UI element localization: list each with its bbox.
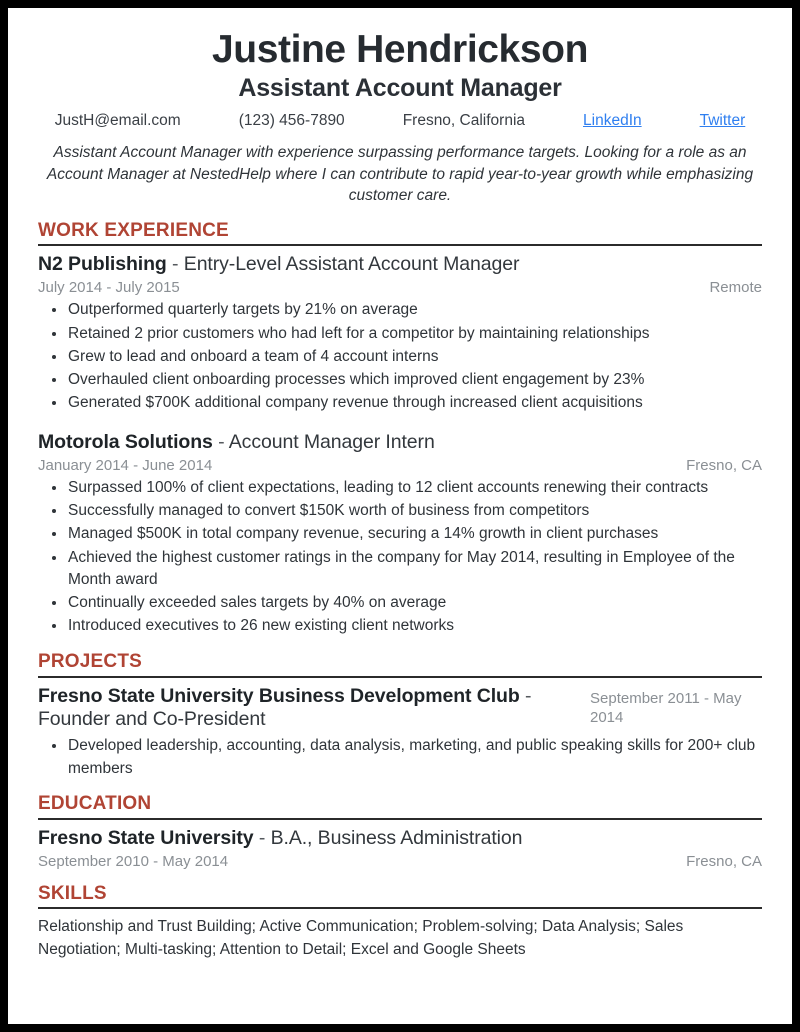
section-divider — [38, 907, 762, 909]
skills-list: Relationship and Trust Building; Active Communication; Problem-solving; Data Analysis; Sales Negotiation; Multi-tasking; Attention to Detail; Excel and Google Sheets — [38, 918, 684, 958]
work-entry-company: N2 Publishing — [38, 253, 167, 276]
work-entry-location: Fresno, CA — [686, 456, 762, 474]
list-item: Introduced executives to 26 new existing client networks — [38, 615, 762, 637]
list-item: Surpassed 100% of client expectations, leading to 12 client accounts renewing their contracts — [38, 477, 762, 499]
education-entry-location: Fresno, CA — [686, 852, 762, 870]
work-entry-dates: January 2014 - June 2014 — [38, 456, 213, 474]
list-item: Managed $500K in total company revenue, securing a 14% growth in client purchases — [38, 523, 762, 545]
list-item: Successfully managed to convert $150K worth of business from competitors — [38, 500, 762, 522]
education-entry-meta — [38, 853, 762, 870]
contact-email: JustH@email.com — [54, 112, 181, 130]
list-item: Outperformed quarterly targets by 21% on average — [38, 299, 762, 321]
work-entry-role: Entry-Level Assistant Account Manager — [183, 253, 520, 276]
work-entry — [38, 431, 762, 638]
work-entry-role: Account Manager Intern — [228, 430, 435, 453]
list-item: Retained 2 prior customers who had left for a competitor by maintaining relationships — [38, 323, 762, 345]
section-divider — [38, 676, 762, 678]
work-entry-company: Motorola Solutions — [38, 430, 213, 453]
work-entry-bullets — [38, 299, 762, 415]
section-divider — [38, 818, 762, 820]
work-entry-meta — [38, 457, 762, 474]
section-title-skills: SKILLS — [38, 882, 107, 904]
section-title-projects: PROJECTS — [38, 650, 143, 672]
resume-page — [8, 8, 792, 1024]
project-entry-role: Founder and Co-President — [38, 708, 266, 731]
separator-dash: - — [258, 826, 266, 849]
list-item: Overhauled client onboarding processes which improved client engagement by 23% — [38, 369, 762, 391]
contact-link-linkedin[interactable]: LinkedIn — [583, 112, 642, 130]
project-entry-name: Fresno State University Business Development Club — [38, 684, 520, 707]
section-education — [38, 794, 762, 870]
contact-row — [38, 112, 762, 130]
project-entry-dates: September 2011 - May 2014 — [590, 689, 742, 727]
work-entry-bullets — [38, 477, 762, 638]
education-entry-degree: B.A., Business Administration — [270, 826, 523, 849]
work-entry-meta — [38, 279, 762, 296]
section-divider — [38, 244, 762, 246]
project-entry-bullets — [38, 735, 762, 780]
list-item: Continually exceeded sales targets by 40% on average — [38, 592, 762, 614]
list-item: Generated $700K additional company revenue through increased client acquisitions — [38, 392, 762, 414]
section-title-work-experience: WORK EXPERIENCE — [38, 219, 229, 241]
work-entry — [38, 253, 762, 414]
project-entry-heading-row — [38, 685, 762, 733]
candidate-headline: Assistant Account Manager — [238, 73, 562, 102]
contact-phone: (123) 456-7890 — [238, 112, 345, 130]
separator-dash: - — [218, 430, 225, 453]
work-entry-dates: July 2014 - July 2015 — [38, 279, 180, 297]
section-work-experience — [38, 221, 762, 638]
work-entry-heading — [38, 431, 762, 455]
list-item: Achieved the highest customer ratings in the company for May 2014, resulting in Employee of the Month award — [38, 547, 762, 592]
education-entry-dates: September 2010 - May 2014 — [38, 852, 229, 870]
contact-link-twitter[interactable]: Twitter — [699, 112, 746, 130]
contact-location: Fresno, California — [402, 112, 526, 130]
work-entry-heading — [38, 253, 762, 277]
education-entry — [38, 827, 762, 870]
work-entry-location: Remote — [709, 279, 762, 297]
separator-dash: - — [524, 684, 532, 707]
professional-summary: Assistant Account Manager with experience surpassing performance targets. Looking for a role as an Account Manager at NestedHelp where I can contribute to rapid year-to-year growth while emphasizing customer care. — [46, 144, 754, 205]
education-entry-school: Fresno State University — [38, 826, 254, 849]
section-title-education: EDUCATION — [38, 792, 152, 814]
separator-dash: - — [172, 253, 179, 276]
resume-header — [38, 30, 762, 130]
education-entry-heading — [38, 827, 762, 851]
project-entry-heading — [38, 685, 576, 733]
list-item: Developed leadership, accounting, data analysis, marketing, and public speaking skills for 200+ club members — [38, 735, 762, 780]
candidate-name: Justine Hendrickson — [211, 28, 588, 71]
project-entry — [38, 685, 762, 780]
section-skills — [38, 884, 762, 962]
list-item: Grew to lead and onboard a team of 4 account interns — [38, 346, 762, 368]
section-projects — [38, 652, 762, 780]
